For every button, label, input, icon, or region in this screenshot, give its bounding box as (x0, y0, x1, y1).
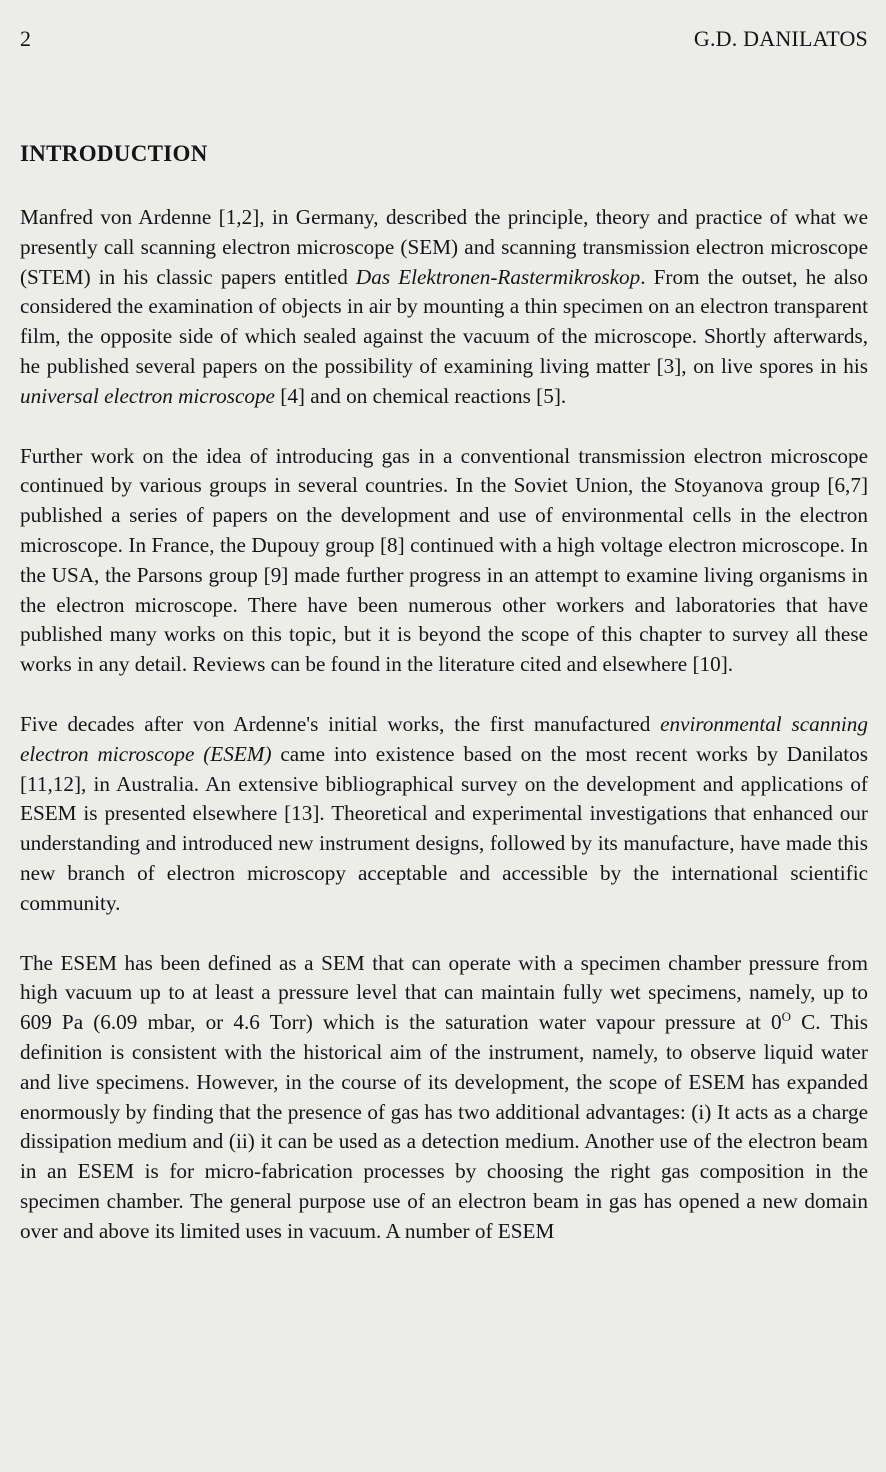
body-text (20, 203, 868, 1247)
paragraph-4-text-a: The ESEM has been defined as a SEM that can operate with a specimen chamber pressure from high vacuum up to at least a pressure level that can maintain fully wet specimens, namely, up to 609 Pa (6.09 mbar, or 4.6 Torr) which is the saturation water vapour pressure at 0 (20, 950, 868, 1035)
paragraph-4 (20, 949, 868, 1247)
section-heading: INTRODUCTION (20, 141, 208, 166)
paragraph-1 (20, 203, 868, 412)
paragraph-3 (20, 710, 868, 919)
paragraph-2-text: Further work on the idea of introducing gas in a conventional transmission electron microscope continued by various groups in several countries. In the Soviet Union, the Stoyanova group [6,7] published a series of papers on the development and use of environmental cells in the electron microscope. In France, the Dupouy group [8] continued with a high voltage electron microscope. In the USA, the Parsons group [9] made further progress in an attempt to examine living organisms in the electron microscope. There have been numerous other workers and laboratories that have published many works on this topic, but it is beyond the scope of this chapter to survey all these works in any detail. Reviews can be found in the literature cited and elsewhere [10]. (20, 443, 868, 677)
paragraph-3-text-c: came into existence based on the most recent works by Danilatos [11,12], in Australia. An extensive bibliographical survey on the development and applications of ESEM is presented elsewhere [13]. Theoretical and experimental investigations that enhanced our understanding and introduced new instrument designs, followed by its manufacture, have made this new branch of electron microscopy acceptable and accessible by the international scientific community. (20, 741, 868, 915)
running-head-author: G.D. DANILATOS (693, 26, 868, 51)
paragraph-2 (20, 442, 868, 680)
paragraph-1-italic-term: universal electron microscope (20, 383, 275, 408)
paragraph-1-text-a: Manfred von Ardenne [1,2], in Germany, described the principle, theory and practice of what we presently call scanning electron microscope (SEM) and scanning transmission electron microscope (STEM) in his classic papers entitled (20, 205, 868, 289)
paragraph-3-italic-term: environmental scanning electron microscope (ESEM) (20, 711, 868, 766)
paragraph-1-text-e: [4] and on chemical reactions [5]. (274, 383, 567, 408)
page-header (20, 26, 868, 56)
paragraph-1-italic-title: Das Elektronen-Rastermikroskop (355, 264, 641, 289)
paragraph-4-text-b: C. This definition is consistent with the historical aim of the instrument, namely, to observe liquid water and live specimens. However, in the course of its development, the scope of ESEM has expanded enormously by finding that the presence of gas has two additional advantages: (i) It acts as a charge dissipation medium and (ii) it can be used as a detection medium. Another use of the electron beam in an ESEM is for micro-fabrication processes by choosing the right gas composition in the specimen chamber. The general purpose use of an electron beam in gas has opened a new domain over and above its limited uses in vacuum. A number of ESEM (20, 1010, 868, 1243)
paragraph-1-text-c: . From the outset, he also considered the examination of objects in air by mounting a thin specimen on an electron transparent film, the opposite side of which sealed against the vacuum of the microscope. Shortly afterwards, he published several papers on the possibility of examining living matter [3], on live spores in his (20, 264, 868, 378)
page-number: 2 (20, 26, 31, 51)
degree-superscript: O (781, 1009, 792, 1025)
paragraph-3-text-a: Five decades after von Ardenne's initial works, the first manufactured (20, 711, 661, 736)
